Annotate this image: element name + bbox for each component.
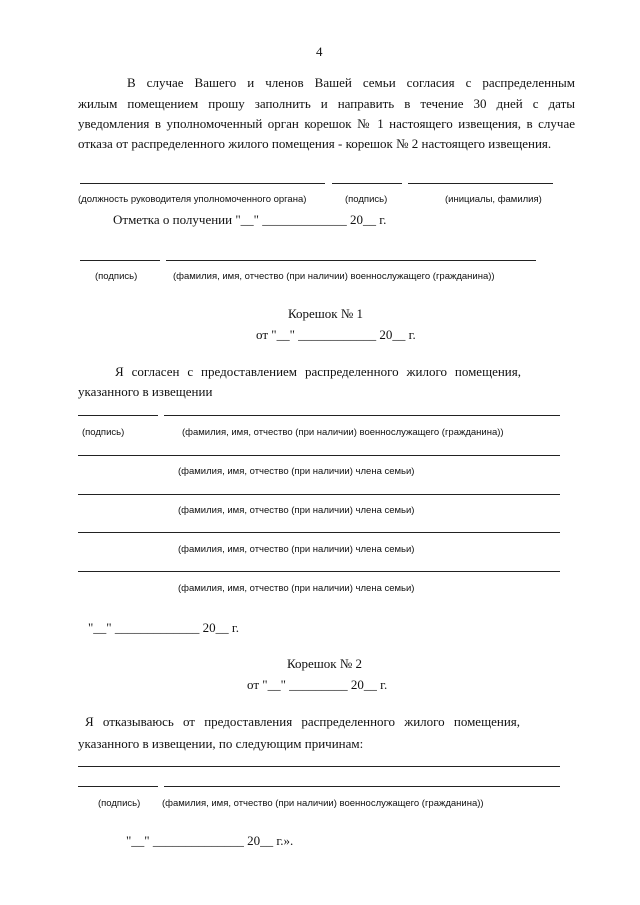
stub1-signature-line: [78, 415, 158, 416]
stub2-caption-signature: (подпись): [98, 798, 141, 809]
intro-line-3: уведомления в уполномоченный орган корешок № 1 настоящего извещения, в случае: [78, 116, 575, 131]
stub1-bottom-date: "__" _____________ 20__ г.: [88, 620, 239, 635]
intro-line-1: В случае Вашего и членов Вашей семьи согласия с распределенным: [127, 75, 575, 90]
intro-line-4: отказа от распределенного жилого помещения - корешок № 2 настоящего извещения.: [78, 136, 552, 151]
family-caption-4: (фамилия, имя, отчество (при наличии) члена семьи): [178, 583, 415, 594]
caption-position: (должность руководителя уполномоченного органа): [78, 194, 307, 205]
stub2-fio-line: [164, 786, 560, 787]
stub1-text-1: Я согласен с предоставлением распределенного жилого помещения,: [115, 364, 521, 379]
stub1-title: Корешок № 1: [288, 306, 364, 321]
stub2-date: от "__" _________ 20__ г.: [247, 677, 388, 692]
stub2-signature-line: [78, 786, 158, 787]
intro-line-2: жилым помещением прошу заполнить и направить в течение 30 дней с даты: [78, 96, 575, 111]
stub2-bottom-date: "__" ______________ 20__ г.».: [126, 833, 294, 848]
initials-line: [408, 183, 553, 184]
position-line: [80, 183, 325, 184]
fio-line: [166, 260, 536, 261]
stub1-date: от "__" ____________ 20__ г.: [256, 327, 416, 342]
page-number: 4: [316, 44, 323, 59]
stub2-title: Корешок № 2: [287, 656, 363, 671]
caption-initials: (инициалы, фамилия): [445, 194, 542, 205]
family-caption-2: (фамилия, имя, отчество (при наличии) члена семьи): [178, 505, 415, 516]
caption-signature-2: (подпись): [95, 271, 138, 282]
stub2-text-2: указанного в извещении, по следующим причинам:: [78, 736, 364, 751]
stub1-caption-fio: (фамилия, имя, отчество (при наличии) военнослужащего (гражданина)): [182, 427, 504, 438]
signature-line-2: [80, 260, 160, 261]
stub2-caption-fio: (фамилия, имя, отчество (при наличии) военнослужащего (гражданина)): [162, 798, 484, 809]
caption-fio: (фамилия, имя, отчество (при наличии) военнослужащего (гражданина)): [173, 271, 495, 282]
family-line-4: [78, 571, 560, 572]
reason-line-1: [78, 766, 560, 767]
family-caption-3: (фамилия, имя, отчество (при наличии) члена семьи): [178, 544, 415, 555]
stub1-text-2: указанного в извещении: [78, 384, 213, 399]
family-line-1: [78, 455, 560, 456]
family-line-2: [78, 494, 560, 495]
stub2-text-1: Я отказываюсь от предоставления распределенного жилого помещения,: [85, 714, 520, 729]
stub1-fio-line: [164, 415, 560, 416]
receipt-mark: Отметка о получении "__" _____________ 20__ г.: [113, 212, 387, 227]
stub1-caption-signature: (подпись): [82, 427, 125, 438]
family-caption-1: (фамилия, имя, отчество (при наличии) члена семьи): [178, 466, 415, 477]
family-line-3: [78, 532, 560, 533]
signature-line: [332, 183, 402, 184]
caption-signature: (подпись): [345, 194, 388, 205]
